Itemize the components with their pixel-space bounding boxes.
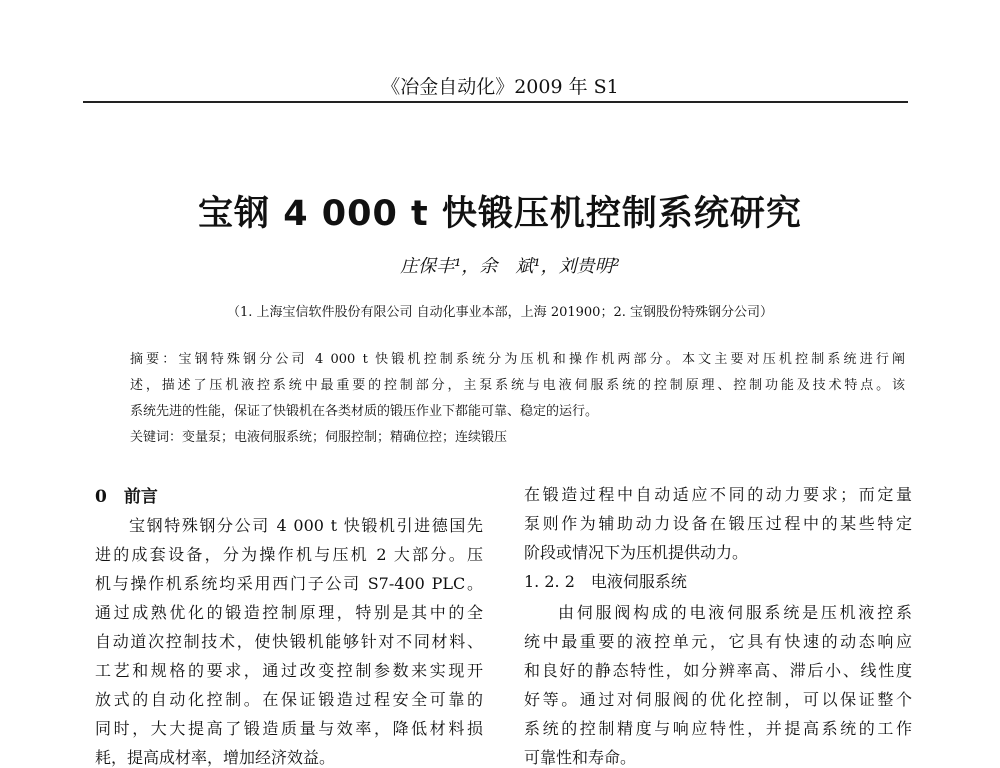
body-line: 泵则作为辅助动力设备在锻压过程中的某些特定 xyxy=(524,514,912,533)
abstract-line: 摘要：宝钢特殊钢分公司 4 000 t 快锻机控制系统分为压机和操作机两部分。本文主要对压机控制系统进行阐 xyxy=(130,352,905,367)
body-line: 通过成熟优化的锻造控制原理，特别是其中的全 xyxy=(95,603,483,622)
body-line: 在锻造过程中自动适应不同的动力要求；而定量 xyxy=(524,485,912,504)
body-line: 机与操作机系统均采用西门子公司 S7-400 PLC。 xyxy=(95,574,483,593)
body-line: 好等。通过对伺服阀的优化控制，可以保证整个 xyxy=(524,690,912,709)
abstract-line: 系统先进的性能，保证了快锻机在各类材质的锻压作业下都能可靠、稳定的运行。 xyxy=(130,404,599,419)
body-line: 统中最重要的液控单元，它具有快速的动态响应 xyxy=(524,632,912,651)
body-line: 同时，大大提高了锻造质量与效率，降低材料损 xyxy=(95,719,483,738)
body-line: 自动道次控制技术，使快锻机能够针对不同材料、 xyxy=(95,632,483,651)
body-line: 耗，提高成材率，增加经济效益。 xyxy=(95,748,336,767)
body-line: 阶段或情况下为压机提供动力。 xyxy=(524,543,749,562)
paper-title: 宝钢 4 000 t 快锻压机控制系统研究 xyxy=(198,194,802,234)
body-line: 可靠性和寿命。 xyxy=(524,748,637,767)
body-line: 放式的自动化控制。在保证锻造过程安全可靠的 xyxy=(95,690,483,709)
body-line: 进的成套设备，分为操作机与压机 2 大部分。压 xyxy=(95,545,483,564)
abstract-line: 述，描述了压机液控系统中最重要的控制部分，主泵系统与电液伺服系统的控制原理、控制功能及技术特点。该 xyxy=(130,378,905,393)
header-rule xyxy=(83,101,908,103)
body-line: 由伺服阀构成的电液伺服系统是压机液控系 xyxy=(558,603,912,622)
authors: 庄保丰¹，余 斌¹，刘贵明² xyxy=(400,256,620,277)
body-line: 和良好的静态特性，如分辨率高、滞后小、线性度 xyxy=(524,661,912,680)
body-line: 宝钢特殊钢分公司 4 000 t 快锻机引进德国先 xyxy=(129,516,483,535)
keywords: 关键词：变量泵；电液伺服系统；伺服控制；精确位控；连续锻压 xyxy=(130,430,508,445)
section-heading: 0 前言 xyxy=(95,487,158,507)
body-line: 工艺和规格的要求，通过改变控制参数来实现开 xyxy=(95,661,483,680)
subsection-heading: 1. 2. 2 电液伺服系统 xyxy=(524,572,687,591)
body-line: 系统的控制精度与响应特性，并提高系统的工作 xyxy=(524,719,912,738)
affiliation: （1. 上海宝信软件股份有限公司 自动化事业本部，上海 201900；2. 宝钢股份特殊钢分公司） xyxy=(227,305,773,320)
journal-header: 《冶金自动化》2009 年 S1 xyxy=(381,76,619,98)
